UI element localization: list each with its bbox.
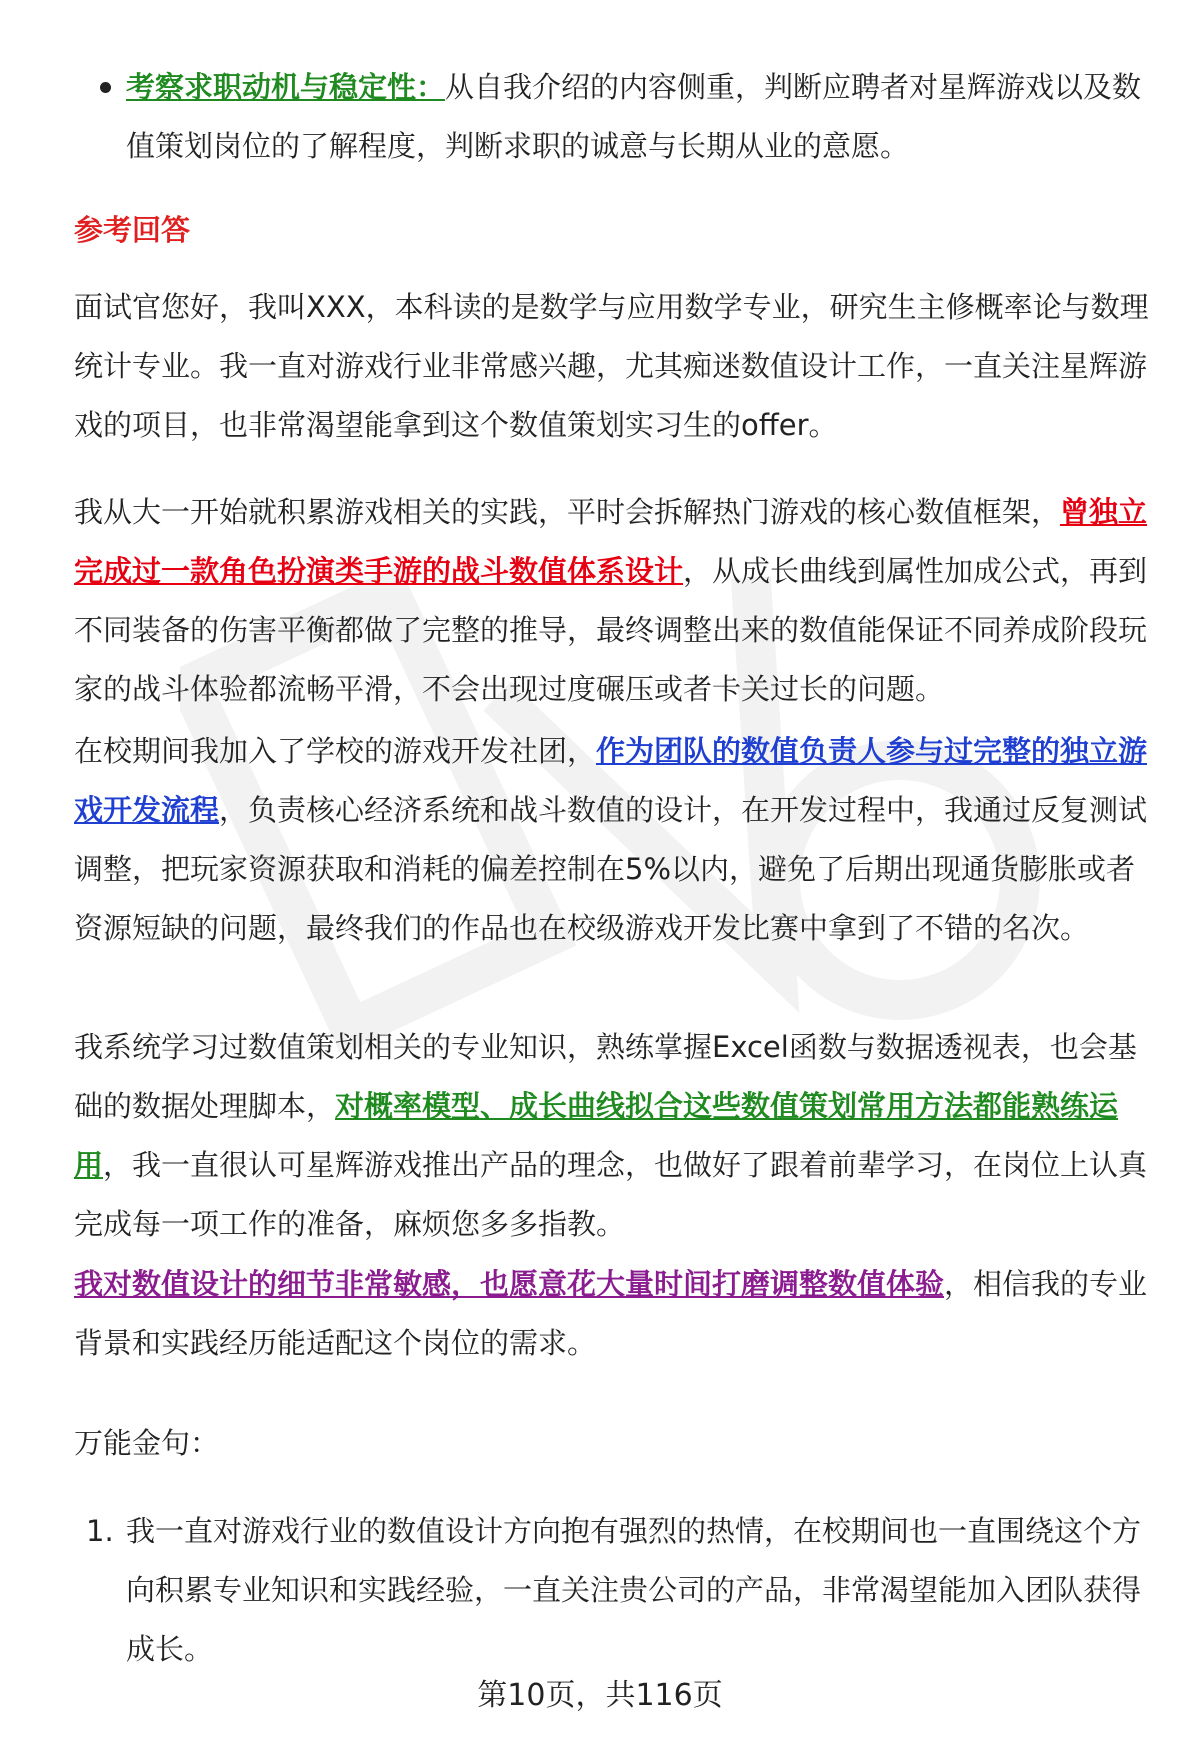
text: ，从成长曲线到属性加成公式，再到不同装备的伤害平衡都做了完整的推导，最终调整出来的数值能保证不同养成阶段玩家的战斗体验都流畅平滑，不会出现过度碾压或者卡关过长的问题。 bbox=[74, 554, 1148, 706]
highlight-purple: 我对数值设计的细节非常敏感，也愿意花大量时间打磨调整数值体验 bbox=[74, 1267, 945, 1301]
text: 我从大一开始就积累游戏相关的实践，平时会拆解热门游戏的核心数值框架， bbox=[74, 495, 1061, 529]
bullet-label: 考察求职动机与稳定性： bbox=[126, 70, 446, 104]
highlight-blue: 作为团队的数值负责人参与过完整的独立游戏开发流程 bbox=[74, 734, 1148, 827]
paragraph-club bbox=[74, 722, 1154, 958]
bullet-body: 从自我介绍的内容侧重，判断应聘者对星辉游戏以及数值策划岗位的了解程度，判断求职的诚意与长期从业的意愿。 bbox=[126, 70, 1142, 163]
section-title: 参考回答 bbox=[74, 213, 191, 247]
list-text: 我一直对游戏行业的数值设计方向抱有强烈的热情，在校期间也一直围绕这个方向积累专业知识和实践经验，一直关注贵公司的产品，非常渴望能加入团队获得成长。 bbox=[126, 1514, 1142, 1666]
highlight-green: 对概率模型、成长曲线拟合这些数值策划常用方法都能熟练运用 bbox=[74, 1089, 1119, 1182]
text: ，相信我的专业背景和实践经历能适配这个岗位的需求。 bbox=[74, 1267, 1148, 1360]
bullet-item bbox=[74, 58, 1154, 176]
bullet-dot-icon bbox=[100, 82, 111, 93]
paragraph-skills bbox=[74, 1018, 1154, 1254]
paragraph-practice bbox=[74, 483, 1154, 719]
paragraph-intro: 面试官您好，我叫XXX，本科读的是数学与应用数学专业，研究生主修概率论与数理统计专业。我一直对游戏行业非常感兴趣，尤其痴迷数值设计工作，一直关注星辉游戏的项目，也非常渴望能拿到这个数值策划实习生的offer。 bbox=[74, 290, 1149, 442]
text: ，负责核心经济系统和战斗数值的设计，在开发过程中，我通过反复测试调整，把玩家资源获取和消耗的偏差控制在5%以内，避免了后期出现通货膨胀或者资源短缺的问题，最终我们的作品也在校级游戏开发比赛中拿到了不错的名次。 bbox=[74, 793, 1148, 945]
bullet-text bbox=[126, 58, 1154, 176]
text: 在校期间我加入了学校的游戏开发社团， bbox=[74, 734, 597, 768]
highlight-red: 曾独立完成过一款角色扮演类手游的战斗数值体系设计 bbox=[74, 495, 1148, 588]
page-footer: 第10页，共116页 bbox=[477, 1678, 723, 1713]
golden-title: 万能金句： bbox=[74, 1426, 220, 1460]
text: 我系统学习过数值策划相关的专业知识，熟练掌握Excel函数与数据透视表，也会基础的数据处理脚本， bbox=[74, 1030, 1137, 1123]
text: ，我一直很认可星辉游戏推出产品的理念，也做好了跟着前辈学习，在岗位上认真完成每一项工作的准备，麻烦您多多指教。 bbox=[74, 1148, 1148, 1241]
paragraph-summary bbox=[74, 1255, 1154, 1373]
list-number: 1. bbox=[86, 1514, 114, 1548]
list-item bbox=[74, 1502, 1154, 1679]
